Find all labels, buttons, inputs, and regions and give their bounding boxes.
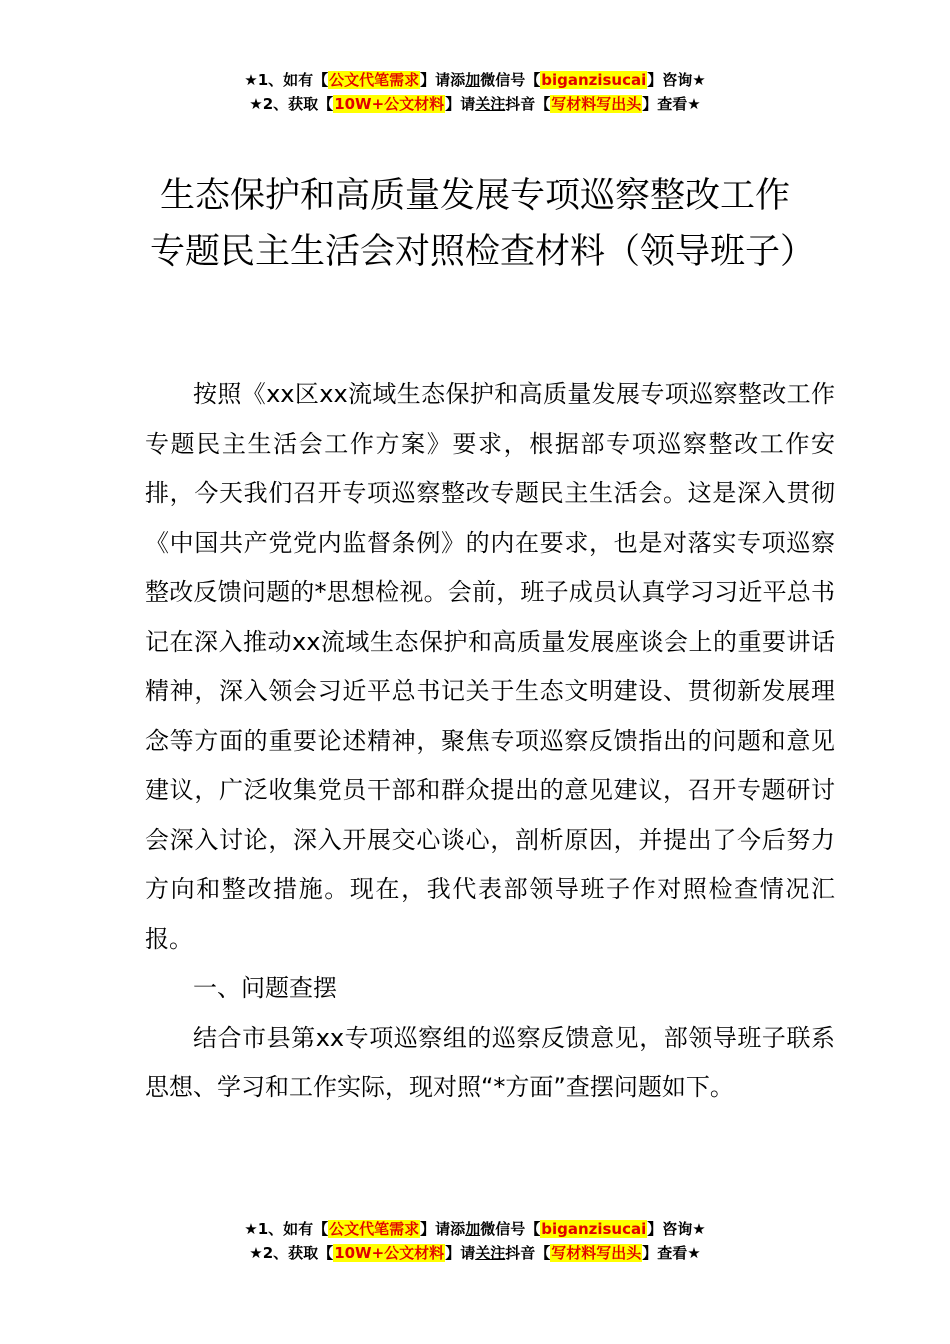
banner-line-1: ★1、如有【公文代笔需求】请添加微信号【biganzisucai】咨询★: [244, 1220, 706, 1238]
highlight-service: 公文代笔需求: [329, 1220, 420, 1238]
section-heading: 一、问题查摆: [193, 974, 337, 1002]
banner-line-1: ★1、如有【公文代笔需求】请添加微信号【biganzisucai】咨询★: [244, 71, 706, 89]
document-body: [145, 370, 835, 1113]
highlight-materials: 10W+公文材料: [334, 95, 445, 113]
highlight-douyin: 写材料写出头: [551, 1244, 642, 1262]
footer-banner: [0, 1217, 950, 1265]
highlight-wechat-id: biganzisucai: [541, 1220, 647, 1238]
intro-paragraph: 按照《xx区xx流域生态保护和高质量发展专项巡察整改工作专题民主生活会工作方案》要求，根据部专项巡察整改工作安排，今天我们召开专项巡察整改专题民主生活会。这是深入贯彻《中国共产党党内监督条例》的内在要求，也是对落实专项巡察整改反馈问题的*思想检视。会前，班子成员认真学习习近平总书记在深入推动xx流域生态保护和高质量发展座谈会上的重要讲话精神，深入领会习近平总书记关于生态文明建设、贯彻新发展理念等方面的重要论述精神，聚焦专项巡察反馈指出的问题和意见建议，广泛收集党员干部和群众提出的意见建议，召开专题研讨会深入讨论，深入开展交心谈心，剖析原因，并提出了今后努力方向和整改措施。现在，我代表部领导班子作对照检查情况汇报。: [145, 380, 835, 953]
section-paragraph: 结合市县第xx专项巡察组的巡察反馈意见，部领导班子联系思想、学习和工作实际，现对照“*方面”查摆问题如下。: [145, 1023, 835, 1101]
highlight-wechat-id: biganzisucai: [541, 71, 647, 89]
highlight-service: 公文代笔需求: [329, 71, 420, 89]
banner-line-2: ★2、获取【10W+公文材料】请关注抖音【写材料写出头】查看★: [249, 95, 701, 113]
document-title: 生态保护和高质量发展专项巡察整改工作专题民主生活会对照检查材料（领导班子）: [150, 176, 816, 272]
highlight-douyin: 写材料写出头: [551, 95, 642, 113]
banner-line-2: ★2、获取【10W+公文材料】请关注抖音【写材料写出头】查看★: [249, 1244, 701, 1262]
header-banner: [0, 68, 950, 116]
highlight-materials: 10W+公文材料: [334, 1244, 445, 1262]
